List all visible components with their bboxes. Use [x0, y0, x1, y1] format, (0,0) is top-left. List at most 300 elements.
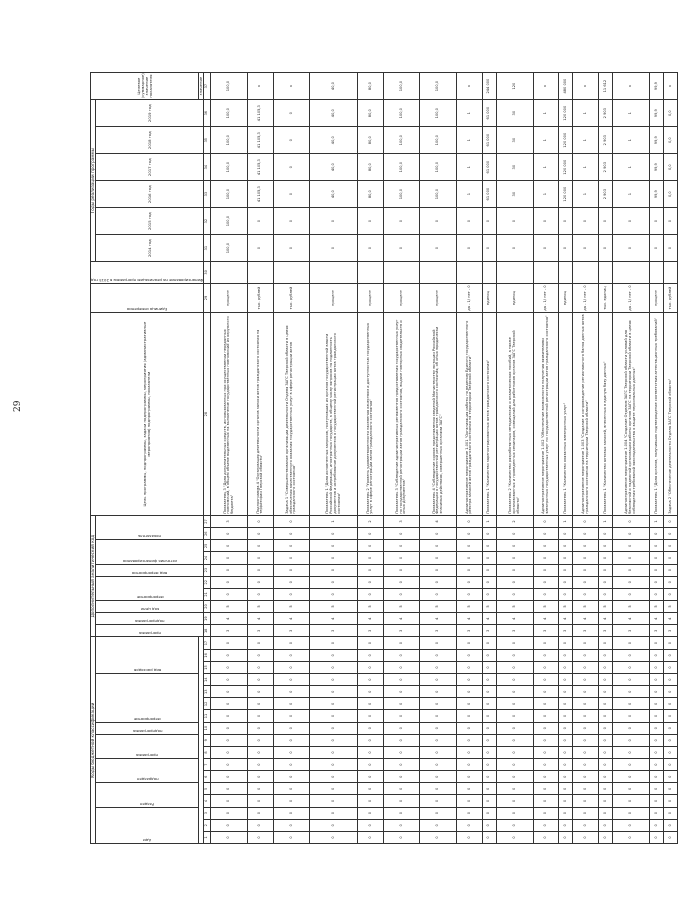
year-value: 120 000: [559, 154, 573, 181]
code-cell: 4: [420, 515, 457, 527]
table-row: [310, 73, 358, 844]
row-description: Подпрограмма 4 "Организация деятельности органов записи актов гражданского состояния на территории Тверской области": [248, 313, 273, 515]
code-cell: 0: [482, 588, 496, 600]
year-2015-header: 2015 год: [96, 208, 204, 235]
code-cell: 0: [573, 552, 598, 564]
code-cell: 0: [482, 807, 496, 819]
code-cell: 0: [496, 637, 533, 649]
row-financing: [383, 262, 420, 284]
code-cell: 0: [211, 783, 248, 795]
column-number: 2: [204, 819, 211, 831]
year-2018-header: 2018 год: [96, 127, 204, 154]
code-cell: 0: [383, 783, 420, 795]
year-value: 0: [273, 181, 310, 208]
year-value: 1: [533, 100, 558, 127]
year-value: 0: [598, 235, 612, 262]
code-cell: 0: [664, 552, 678, 564]
code-cell: 0: [383, 795, 420, 807]
year-value: 100,0: [211, 235, 248, 262]
column-number: 15: [204, 661, 211, 673]
code-cell: 3: [613, 625, 650, 637]
section-header: Раздел: [140, 801, 155, 807]
row-unit: да - 1/ нет - 0: [613, 283, 650, 313]
code-cell: 5: [533, 600, 558, 612]
code-cell: 0: [383, 759, 420, 771]
code-cell: 0: [273, 661, 310, 673]
target-value: x: [613, 73, 650, 100]
code-cell: 0: [457, 661, 482, 673]
code-cell: 0: [420, 771, 457, 783]
code-cell: 0: [533, 698, 558, 710]
row-description: Административное мероприятие 1.003 "Создание и сопровождение регионального банка данных актов гражданского состояния на территории Тверской области": [573, 313, 598, 515]
row-description: Задача 1 "Совершенствование организации деятельности Отдела ЗАГС Тверской области в целях обеспечения качественного оказания государственных услуг в сфере регистрации актов гражданского состояния": [273, 313, 310, 515]
code-cell: 0: [420, 783, 457, 795]
code-cell: 0: [559, 649, 573, 661]
year-value: 100,0: [211, 100, 248, 127]
code-cell: 0: [420, 528, 457, 540]
code-cell: 0: [482, 637, 496, 649]
column-number: 19: [204, 613, 211, 625]
column-number: 36: [204, 100, 211, 127]
year-value: 1: [457, 181, 482, 208]
code-cell: 0: [420, 661, 457, 673]
code-cell: 0: [211, 795, 248, 807]
year-value: 2 903: [598, 100, 612, 127]
row-financing: [482, 262, 496, 284]
year-value: 2 903: [598, 127, 612, 154]
code-cell: 0: [211, 698, 248, 710]
code-cell: 0: [211, 759, 248, 771]
code-cell: 0: [598, 674, 612, 686]
code-cell: 0: [248, 759, 273, 771]
code-cell: 0: [613, 722, 650, 734]
code-cell: 0: [559, 698, 573, 710]
year-value: 0: [420, 208, 457, 235]
target-value: x: [248, 73, 273, 100]
code-cell: 0: [420, 734, 457, 746]
code-cell: 0: [559, 746, 573, 758]
code-cell: 0: [457, 734, 482, 746]
row-unit: процент: [649, 283, 663, 313]
code-cell: 0: [496, 795, 533, 807]
code-cell: 0: [496, 649, 533, 661]
code-cell: 0: [559, 819, 573, 831]
code-cell: 0: [358, 783, 383, 795]
code-cell: 0: [533, 746, 558, 758]
code-cell: 0: [496, 831, 533, 843]
year-value: 0: [383, 208, 420, 235]
code-cell: 0: [496, 734, 533, 746]
year-value: 100,0: [420, 100, 457, 127]
column-number-row: [204, 73, 211, 844]
purpose-code-header: код цели: [140, 607, 159, 613]
code-cell: 0: [533, 515, 558, 527]
row-unit: процент: [310, 283, 358, 313]
code-cell: 3: [664, 625, 678, 637]
code-cell: 0: [420, 540, 457, 552]
code-cell: 0: [664, 576, 678, 588]
year-value: 0: [482, 235, 496, 262]
code-cell: 0: [383, 528, 420, 540]
code-cell: 3: [533, 625, 558, 637]
budget-codes-header: Коды бюджетной классификации: [91, 637, 96, 844]
code-cell: 0: [310, 686, 358, 698]
code-cell: 0: [598, 722, 612, 734]
code-cell: 0: [211, 661, 248, 673]
code-cell: 0: [358, 528, 383, 540]
code-cell: 0: [211, 807, 248, 819]
code-cell: 0: [533, 831, 558, 843]
code-cell: 0: [383, 674, 420, 686]
code-cell: 5: [649, 600, 663, 612]
code-cell: 0: [533, 564, 558, 576]
code-cell: 0: [559, 674, 573, 686]
code-cell: 0: [664, 710, 678, 722]
code-cell: 0: [613, 831, 650, 843]
year-value: 1: [457, 154, 482, 181]
code-cell: 0: [457, 649, 482, 661]
code-cell: 5: [457, 600, 482, 612]
code-cell: 0: [573, 686, 598, 698]
year-value: 99,9: [649, 154, 663, 181]
year-value: 100,0: [383, 100, 420, 127]
year-value: 0: [613, 208, 650, 235]
code-cell: 0: [310, 795, 358, 807]
year-value: 30: [496, 154, 533, 181]
year-value: 40,0: [310, 154, 358, 181]
code-cell: 5: [248, 600, 273, 612]
code-cell: 0: [598, 576, 612, 588]
code-cell: 0: [358, 698, 383, 710]
code-cell: 0: [598, 831, 612, 843]
code-cell: 0: [248, 746, 273, 758]
code-cell: 0: [211, 649, 248, 661]
target-value: 40,0: [310, 73, 358, 100]
year-value: 41 105,3: [248, 100, 273, 127]
code-cell: 0: [273, 795, 310, 807]
code-cell: 0: [613, 588, 650, 600]
code-cell: 0: [613, 795, 650, 807]
code-cell: 0: [248, 588, 273, 600]
code-cell: 0: [358, 637, 383, 649]
code-cell: 0: [533, 552, 558, 564]
code-cell: 0: [211, 746, 248, 758]
code-cell: 0: [649, 783, 663, 795]
unit-header: Единица измерения: [127, 307, 168, 313]
year-value: 0: [248, 235, 273, 262]
code-cell: 4: [211, 613, 248, 625]
year-value: 0: [383, 235, 420, 262]
year-value: 1: [533, 181, 558, 208]
code-cell: 0: [248, 783, 273, 795]
code-cell: 0: [533, 771, 558, 783]
code-cell: 0: [420, 759, 457, 771]
year-value: 0: [310, 208, 358, 235]
code-cell: 0: [211, 674, 248, 686]
target-value: 99,9: [649, 73, 663, 100]
code-cell: 0: [613, 734, 650, 746]
table-row: [420, 73, 457, 844]
row-description: Административное мероприятие 1.004 "Создание Отделом ЗАГС Тверской области условий для безопасной и надежной организации работы органов ЗАГС на территории Тверской области в целях соблюдения требований законодательства о защите персональных данных": [613, 313, 650, 515]
code-cell: 0: [664, 564, 678, 576]
row-unit: да - 1/ нет - 0: [457, 283, 482, 313]
code-cell: 5: [310, 600, 358, 612]
code-cell: 1: [598, 515, 612, 527]
column-number: 26: [204, 528, 211, 540]
row-unit: процент: [358, 283, 383, 313]
code-cell: 0: [598, 783, 612, 795]
code-cell: 0: [383, 540, 420, 552]
code-cell: 0: [496, 746, 533, 758]
table-row: [211, 73, 248, 844]
year-value: 100,0: [383, 154, 420, 181]
code-cell: 0: [573, 831, 598, 843]
target-value: x: [273, 73, 310, 100]
column-number: 20: [204, 600, 211, 612]
code-cell: 0: [358, 649, 383, 661]
code-cell: 0: [273, 528, 310, 540]
row-financing: [310, 262, 358, 284]
code-cell: 0: [273, 552, 310, 564]
target-value: x: [664, 73, 678, 100]
code-cell: 0: [358, 795, 383, 807]
code-cell: 0: [310, 746, 358, 758]
code-cell: 0: [248, 528, 273, 540]
code-cell: 3: [248, 625, 273, 637]
code-cell: 4: [573, 613, 598, 625]
table-body: [211, 73, 678, 844]
table-row: [248, 73, 273, 844]
code-cell: 0: [482, 831, 496, 843]
code-cell: 0: [613, 649, 650, 661]
funding-source-header: источник финансирования: [122, 558, 177, 564]
code-cell: 0: [457, 576, 482, 588]
column-number: 10: [204, 722, 211, 734]
code-cell: 3: [649, 625, 663, 637]
year-value: 40,0: [310, 181, 358, 208]
code-cell: 0: [496, 540, 533, 552]
code-cell: 0: [533, 819, 558, 831]
code-cell: 0: [358, 564, 383, 576]
code-cell: 0: [613, 686, 650, 698]
code-cell: 1: [649, 515, 663, 527]
code-cell: 0: [573, 661, 598, 673]
code-cell: 4: [457, 613, 482, 625]
code-cell: 5: [273, 600, 310, 612]
code-cell: 0: [649, 807, 663, 819]
year-value: 0: [457, 208, 482, 235]
code-cell: 0: [273, 831, 310, 843]
year-value: 1: [457, 100, 482, 127]
year-value: 0: [533, 208, 558, 235]
code-cell: 0: [533, 540, 558, 552]
year-value: 0: [664, 208, 678, 235]
code-cell: 0: [664, 771, 678, 783]
code-cell: 0: [573, 698, 598, 710]
row-unit: процент: [211, 283, 248, 313]
code-cell: 3: [310, 625, 358, 637]
admin-header: Адм: [143, 838, 152, 843]
code-cell: 0: [649, 552, 663, 564]
code-cell: 0: [383, 576, 420, 588]
code-cell: 0: [598, 734, 612, 746]
year-value: 0: [248, 208, 273, 235]
code-cell: 0: [613, 661, 650, 673]
year-value: 1: [613, 154, 650, 181]
year-value: 0,0: [664, 181, 678, 208]
code-cell: 0: [211, 637, 248, 649]
event-header: мероприятие: [134, 716, 161, 722]
code-cell: 0: [211, 831, 248, 843]
row-financing: [420, 262, 457, 284]
code-cell: 0: [383, 649, 420, 661]
code-cell: 0: [598, 819, 612, 831]
code-cell: 0: [457, 588, 482, 600]
code-cell: 0: [248, 564, 273, 576]
year-value: 100,0: [211, 208, 248, 235]
code-cell: 0: [211, 588, 248, 600]
code-cell: 0: [573, 819, 598, 831]
code-cell: 0: [358, 576, 383, 588]
code-cell: 0: [664, 759, 678, 771]
program-table: [90, 72, 678, 844]
code-cell: 0: [559, 734, 573, 746]
year-value: 0,0: [664, 100, 678, 127]
year-value: 100,0: [211, 127, 248, 154]
code-cell: 0: [248, 771, 273, 783]
code-cell: 0: [457, 807, 482, 819]
code-cell: 0: [248, 552, 273, 564]
code-cell: 0: [273, 734, 310, 746]
code-cell: 0: [457, 698, 482, 710]
program-code-header: программа: [138, 631, 161, 637]
column-number: 25: [204, 540, 211, 552]
code-cell: 0: [533, 722, 558, 734]
code-cell: 0: [482, 734, 496, 746]
row-unit: единиц: [496, 283, 533, 313]
row-financing: [573, 262, 598, 284]
code-cell: 0: [613, 759, 650, 771]
code-cell: 0: [664, 722, 678, 734]
code-cell: 0: [573, 795, 598, 807]
code-cell: 0: [383, 771, 420, 783]
code-cell: 3: [383, 625, 420, 637]
column-number: 8: [204, 746, 211, 758]
year-value: 1: [613, 127, 650, 154]
code-cell: 4: [559, 613, 573, 625]
code-cell: 0: [533, 576, 558, 588]
column-number: 17: [204, 637, 211, 649]
code-cell: 0: [457, 722, 482, 734]
row-financing: [649, 262, 663, 284]
code-cell: 0: [211, 564, 248, 576]
table-row: [664, 73, 678, 844]
code-cell: 0: [248, 698, 273, 710]
year-value: 41 105,3: [248, 154, 273, 181]
code-cell: 0: [613, 540, 650, 552]
code-cell: 0: [273, 746, 310, 758]
row-financing: [598, 262, 612, 284]
program-years-header: Годы реализации программы: [91, 100, 96, 262]
code-cell: 0: [533, 795, 558, 807]
code-cell: 0: [573, 515, 598, 527]
code-cell: 0: [420, 588, 457, 600]
code-cell: 0: [613, 698, 650, 710]
code-cell: 0: [482, 674, 496, 686]
table-row: [533, 73, 558, 844]
year-value: 80,0: [358, 127, 383, 154]
column-number: 5: [204, 783, 211, 795]
code-cell: 0: [358, 540, 383, 552]
column-number: 35: [204, 127, 211, 154]
code-cell: 5: [383, 600, 420, 612]
code-cell: 0: [211, 686, 248, 698]
year-value: 0: [457, 235, 482, 262]
year-value: 0: [598, 208, 612, 235]
code-cell: 0: [482, 746, 496, 758]
subprogram-header: подпрограмма: [132, 728, 163, 734]
code-cell: 0: [383, 722, 420, 734]
year-value: 80,0: [358, 154, 383, 181]
code-cell: 0: [649, 576, 663, 588]
year-value: 0: [559, 208, 573, 235]
year-value: 1: [573, 154, 598, 181]
row-unit: процент: [383, 283, 420, 313]
table-row: [358, 73, 383, 844]
year-value: 0: [613, 235, 650, 262]
code-cell: 4: [310, 613, 358, 625]
column-number: 11: [204, 710, 211, 722]
target-value: 100,0: [420, 73, 457, 100]
code-cell: 0: [457, 771, 482, 783]
code-cell: 0: [420, 807, 457, 819]
year-value: 30: [496, 181, 533, 208]
column-number: 31: [204, 235, 211, 262]
code-cell: 0: [273, 759, 310, 771]
code-cell: 0: [598, 564, 612, 576]
code-cell: 0: [559, 771, 573, 783]
goals-tasks-header: Цель программы, подпрограммы, задачи подпрограммы, мероприятия (административные мероприятия) подпрограммы, показатели: [91, 313, 204, 515]
table-row: [613, 73, 650, 844]
code-cell: 0: [310, 831, 358, 843]
row-description: Задача 2 "Обеспечение деятельности Отдела ЗАГС Тверской области": [664, 313, 678, 515]
code-cell: 4: [664, 613, 678, 625]
code-cell: 0: [211, 528, 248, 540]
code-cell: 0: [649, 831, 663, 843]
year-value: 0: [358, 235, 383, 262]
code-cell: 4: [248, 613, 273, 625]
year-value: 1: [613, 181, 650, 208]
table-row: [649, 73, 663, 844]
code-cell: 0: [211, 540, 248, 552]
code-cell: 0: [573, 540, 598, 552]
code-cell: 0: [664, 515, 678, 527]
target-value: 100,0: [211, 73, 248, 100]
code-cell: 0: [573, 759, 598, 771]
code-cell: 0: [273, 819, 310, 831]
code-cell: 0: [664, 819, 678, 831]
code-cell: 0: [664, 540, 678, 552]
code-cell: 3: [358, 625, 383, 637]
year-value: 100,0: [383, 127, 420, 154]
code-cell: 0: [482, 722, 496, 734]
code-cell: 0: [420, 686, 457, 698]
year-value: 100,0: [211, 154, 248, 181]
code-cell: 0: [559, 831, 573, 843]
year-value: 0: [358, 208, 383, 235]
year-value: 80,0: [358, 181, 383, 208]
code-cell: 0: [273, 698, 310, 710]
